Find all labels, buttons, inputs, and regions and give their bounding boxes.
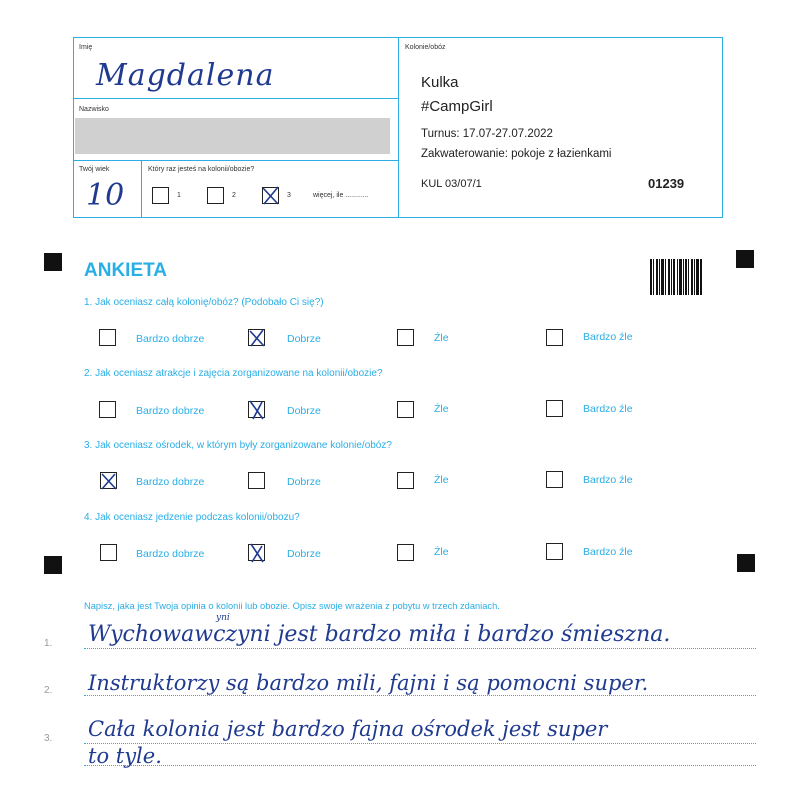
q1-zle-checkbox[interactable] <box>397 329 414 346</box>
q2-zle-checkbox[interactable] <box>397 401 414 418</box>
q1-dobrze-checkbox[interactable] <box>248 329 265 346</box>
q1-bardzo-zle-label: Bardzo źle <box>583 331 633 343</box>
question-4: 4. Jak oceniasz jedzenie podczas kolonii/obozu? <box>84 512 300 523</box>
wiek-value[interactable]: 10 <box>86 178 125 213</box>
kolonia-label: Kolonie/obóz <box>405 44 446 51</box>
registration-mark-bottom-left <box>44 556 62 574</box>
q4-zle-label: Źle <box>434 546 449 558</box>
opinion-line-4[interactable]: to tyle. <box>88 744 162 768</box>
q3-zle-label: Źle <box>434 474 449 486</box>
q1-dobrze-label: Dobrze <box>287 333 321 345</box>
registration-mark-top-left <box>44 253 62 271</box>
check-x-icon <box>261 185 281 207</box>
times-option-1: 1 <box>177 192 181 199</box>
q3-dobrze-checkbox[interactable] <box>248 472 265 489</box>
opinion-line-2[interactable]: Instruktorzy są bardzo mili, fajni i są pomocni super. <box>88 671 649 695</box>
imie-value[interactable]: Magdalena <box>96 58 275 93</box>
q3-dobrze-label: Dobrze <box>287 476 321 488</box>
wiecej-label: więcej, ile ............ <box>313 192 369 199</box>
answer-line-1 <box>84 648 756 649</box>
q4-dobrze-checkbox[interactable] <box>248 544 265 561</box>
answer-line-2 <box>84 695 756 696</box>
q3-bardzo-zle-label: Bardzo źle <box>583 474 633 486</box>
q4-bardzo-zle-checkbox[interactable] <box>546 543 563 560</box>
q2-zle-label: Źle <box>434 403 449 415</box>
answer-line-4 <box>84 765 756 766</box>
q4-zle-checkbox[interactable] <box>397 544 414 561</box>
header-divider-vertical <box>398 37 399 217</box>
nazwisko-label: Nazwisko <box>79 106 109 113</box>
times-option-3: 3 <box>287 192 291 199</box>
check-x-icon <box>99 470 119 492</box>
question-1: 1. Jak oceniasz całą kolonię/obóz? (Podobało Ci się?) <box>84 297 324 308</box>
times-checkbox-2[interactable] <box>207 187 224 204</box>
q2-bardzo-zle-checkbox[interactable] <box>546 400 563 417</box>
times-checkbox-3[interactable] <box>262 187 279 204</box>
turnus: Turnus: 17.07-27.07.2022 <box>421 128 553 140</box>
opinion-line-1[interactable]: Wychowawczyni jest bardzo miła i bardzo śmieszna. <box>88 622 671 647</box>
nazwisko-redacted <box>75 118 390 154</box>
q2-bardzo-dobrze-label: Bardzo dobrze <box>136 405 205 417</box>
q3-zle-checkbox[interactable] <box>397 472 414 489</box>
q1-bardzo-dobrze-checkbox[interactable] <box>99 329 116 346</box>
q1-zle-label: Źle <box>434 332 449 344</box>
q2-dobrze-checkbox[interactable] <box>248 401 265 418</box>
check-x-icon <box>247 327 267 349</box>
line-number-2: 2. <box>44 685 53 696</box>
question-3: 3. Jak oceniasz ośrodek, w którym były zorganizowane kolonie/obóz? <box>84 440 392 451</box>
registration-mark-bottom-right <box>737 554 755 572</box>
imie-label: Imię <box>79 44 93 51</box>
line-number-3: 3. <box>44 733 53 744</box>
times-checkbox-1[interactable] <box>152 187 169 204</box>
form-number: 01239 <box>648 176 685 191</box>
q3-bardzo-dobrze-label: Bardzo dobrze <box>136 476 205 488</box>
question-2: 2. Jak oceniasz atrakcje i zajęcia zorganizowane na kolonii/obozie? <box>84 368 383 379</box>
registration-mark-top-right <box>736 250 754 268</box>
survey-title: ANKIETA <box>84 260 168 281</box>
q2-dobrze-label: Dobrze <box>287 405 321 417</box>
q4-bardzo-dobrze-checkbox[interactable] <box>100 544 117 561</box>
wiek-label: Twój wiek <box>79 166 110 173</box>
header-divider-nazwisko <box>73 160 399 161</box>
camp-name: Kulka <box>421 74 459 91</box>
q4-bardzo-dobrze-label: Bardzo dobrze <box>136 548 205 560</box>
check-x-icon <box>247 399 267 421</box>
zakwaterowanie: Zakwaterowanie: pokoje z łazienkami <box>421 148 612 160</box>
times-option-2: 2 <box>232 192 236 199</box>
q3-bardzo-zle-checkbox[interactable] <box>546 471 563 488</box>
opinion-prompt: Napisz, jaka jest Twoja opinia o kolonii lub obozie. Opisz swoje wrażenia z pobytu w trzech zdaniach. <box>84 601 500 611</box>
q4-dobrze-label: Dobrze <box>287 548 321 560</box>
q2-bardzo-zle-label: Bardzo źle <box>583 403 633 415</box>
q3-bardzo-dobrze-checkbox[interactable] <box>100 472 117 489</box>
header-divider-wiek <box>141 160 142 217</box>
q4-bardzo-zle-label: Bardzo źle <box>583 546 633 558</box>
check-x-icon <box>247 542 267 564</box>
answer-line-3 <box>84 743 756 744</box>
q2-bardzo-dobrze-checkbox[interactable] <box>99 401 116 418</box>
camp-code: KUL 03/07/1 <box>421 178 482 190</box>
header-divider-imie <box>73 98 399 99</box>
q1-bardzo-zle-checkbox[interactable] <box>546 329 563 346</box>
line-number-1: 1. <box>44 638 53 649</box>
insert-note: yni <box>216 613 230 623</box>
camp-tag: #CampGirl <box>421 98 493 115</box>
opinion-line-3[interactable]: Cała kolonia jest bardzo fajna ośrodek jest super <box>88 717 608 741</box>
q1-bardzo-dobrze-label: Bardzo dobrze <box>136 333 205 345</box>
ile-razy-label: Który raz jesteś na kolonii/obozie? <box>148 166 255 173</box>
barcode-icon <box>650 259 702 295</box>
